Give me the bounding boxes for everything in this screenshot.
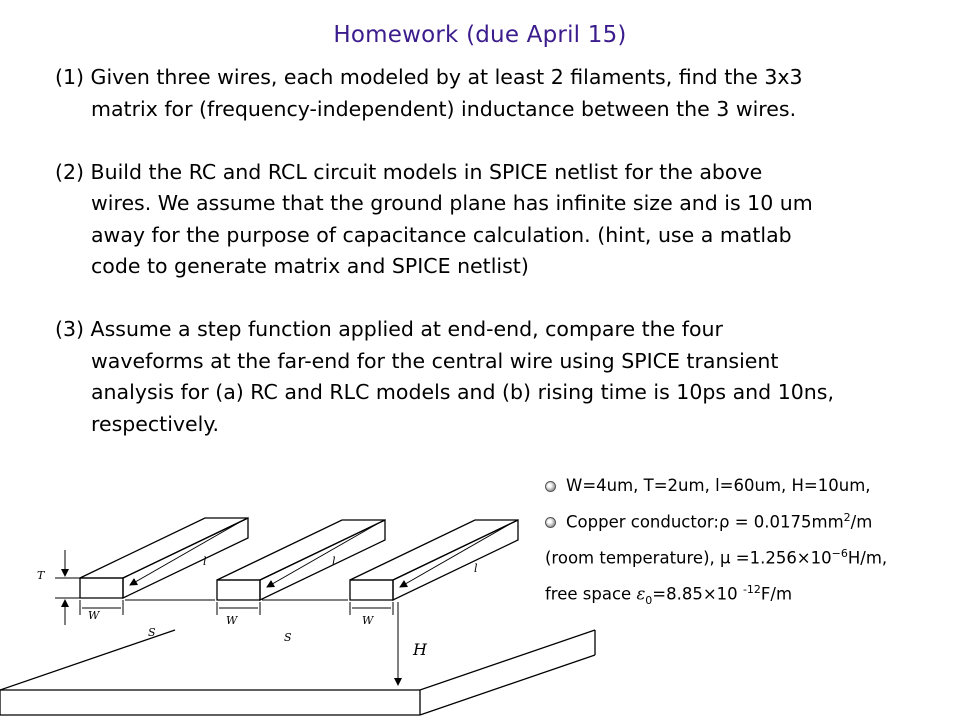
wire-2 [217,520,385,600]
item-1-line: (1) Given three wires, each modeled by at least 2 filaments, find the 3x3 [55,65,803,89]
item-3-continuation: respectively. [91,411,220,436]
wire-1 [80,518,248,598]
label-W2: W [226,614,238,627]
item-2-continuation: away for the purpose of capacitance calculation. (hint, use a matlab [91,222,792,247]
spec-room-temperature: (room temperature), $\mu =1.256\times 10^{-6}H/m$, [545,546,888,567]
item-1-continuation: matrix for (frequency-independent) inductance between the 3 wires. [91,96,797,121]
label-l2: l [332,555,336,568]
label-W3: W [362,614,374,627]
label-T: T [37,569,45,582]
spec-copper: Copper conductor:ρ = $0.0175mm^2/m$ [545,502,955,538]
epsilon-symbol: ε [636,584,646,603]
label-S2: S [284,631,292,644]
item-2-line: (2) Build the RC and RCL circuit models in SPICE netlist for the above [55,159,763,184]
wire-3 [350,520,518,600]
label-H: H [413,640,427,659]
slide-title: Homework (due April 15) [333,22,627,48]
item-3-line: (3) Assume a step function applied at end-end, compare the four [55,317,723,341]
spec-free-space: free space $\varepsilon_0=8.85\times 10$ $^{-12}$F/m [545,582,793,607]
label-S1: S [148,626,156,639]
ground-plane [0,630,595,715]
label-W1: W [88,609,100,622]
spec-dimensions: W=4um, T=2um, l=60um, H=10um, [545,470,955,502]
item-2-continuation: wires. We assume that the ground plane has infinite size and is 10 um [91,191,813,215]
item-2-continuation: code to generate matrix and SPICE netlist) [91,254,529,278]
homework-body [55,62,935,440]
wire-geometry-diagram [0,490,960,720]
label-l3: l [474,562,478,575]
label-l1: l [203,555,207,568]
item-3-continuation: waveforms at the far-end for the central wire using SPICE transient [91,348,779,373]
length-arrows [130,522,510,587]
item-3-continuation: analysis for (a) RC and RLC models and (b) rising time is 10ps and 10ns, [91,380,834,404]
